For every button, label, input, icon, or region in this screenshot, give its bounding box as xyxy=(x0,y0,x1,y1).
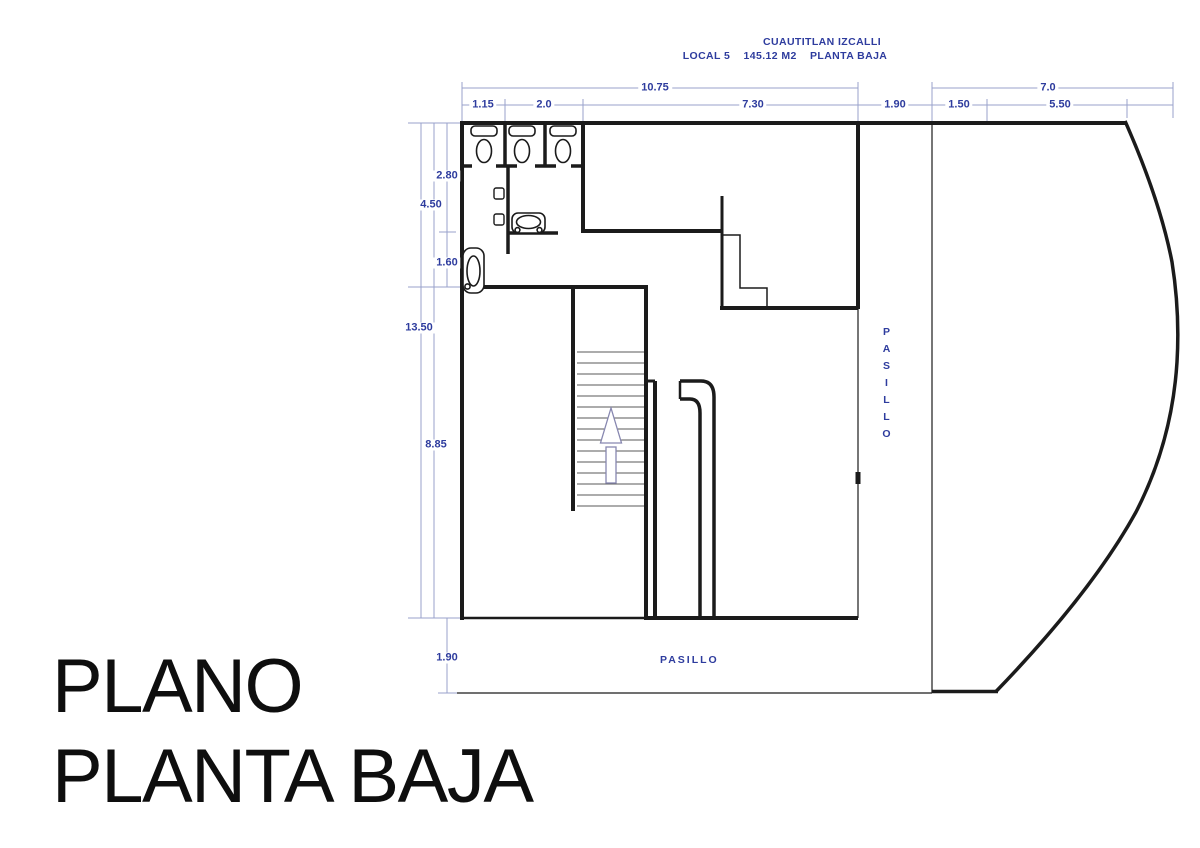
toilet-3 xyxy=(550,126,576,163)
staircase xyxy=(577,352,644,506)
door-jamb-lower xyxy=(494,214,504,225)
bathtub-foot-left xyxy=(515,228,520,233)
dim-seg-2-0: 2.0 xyxy=(533,100,554,111)
sink xyxy=(463,248,484,293)
dim-right-total: 7.0 xyxy=(1037,83,1058,94)
dim-left-1-60: 1.60 xyxy=(433,258,460,269)
curved-facade-wall xyxy=(996,121,1178,692)
dim-left-2-80: 2.80 xyxy=(433,171,460,182)
curved-partition-inner xyxy=(680,399,700,618)
dim-seg-7-30: 7.30 xyxy=(739,100,766,111)
bathtub xyxy=(512,213,545,233)
corridor-right-label: PASILLO xyxy=(880,326,893,445)
dim-top-total: 10.75 xyxy=(638,83,672,94)
stair-direction-arrow xyxy=(601,408,622,483)
dim-bottom-1-90: 1.90 xyxy=(433,653,460,664)
toilet-1-bowl xyxy=(477,140,492,163)
drawing-title-details: LOCAL 5 145.12 M2 PLANTA BAJA xyxy=(682,50,888,62)
walls xyxy=(460,121,1178,692)
dim-left-8-85: 8.85 xyxy=(422,440,449,451)
curved-partition-outer xyxy=(680,381,714,618)
site-lines xyxy=(457,123,932,693)
toilet-1 xyxy=(471,126,497,163)
dim-seg-5-50: 5.50 xyxy=(1046,100,1073,111)
dim-seg-1-50: 1.50 xyxy=(945,100,972,111)
door-jamb-upper xyxy=(494,188,504,199)
toilet-3-tank xyxy=(550,126,576,136)
sink-drain xyxy=(465,284,470,289)
corridor-bottom-label: PASILLO xyxy=(660,654,719,666)
right-edge-door-mark xyxy=(856,472,861,484)
interior-step-detail xyxy=(722,235,767,306)
dim-seg-1-15: 1.15 xyxy=(469,100,496,111)
plan-title-line2: PLANTA BAJA xyxy=(52,733,533,819)
dim-left-13-50: 13.50 xyxy=(402,323,436,334)
toilet-2 xyxy=(509,126,535,163)
fixtures xyxy=(463,126,576,293)
drawing-title-location: CUAUTITLAN IZCALLI xyxy=(762,36,882,48)
bathtub-basin xyxy=(517,216,541,229)
toilet-2-bowl xyxy=(515,140,530,163)
dim-left-4-50: 4.50 xyxy=(417,200,444,211)
toilet-3-bowl xyxy=(556,140,571,163)
dimension-lines xyxy=(408,82,1173,693)
sink-basin xyxy=(467,256,480,286)
plan-title-line1: PLANO xyxy=(52,644,303,729)
arrow-shaft xyxy=(606,447,616,483)
dim-seg-1-90: 1.90 xyxy=(881,100,908,111)
plan-title xyxy=(52,642,533,821)
toilet-2-tank xyxy=(509,126,535,136)
arrow-head xyxy=(601,408,622,443)
toilet-1-tank xyxy=(471,126,497,136)
bathtub-foot-right xyxy=(537,228,542,233)
